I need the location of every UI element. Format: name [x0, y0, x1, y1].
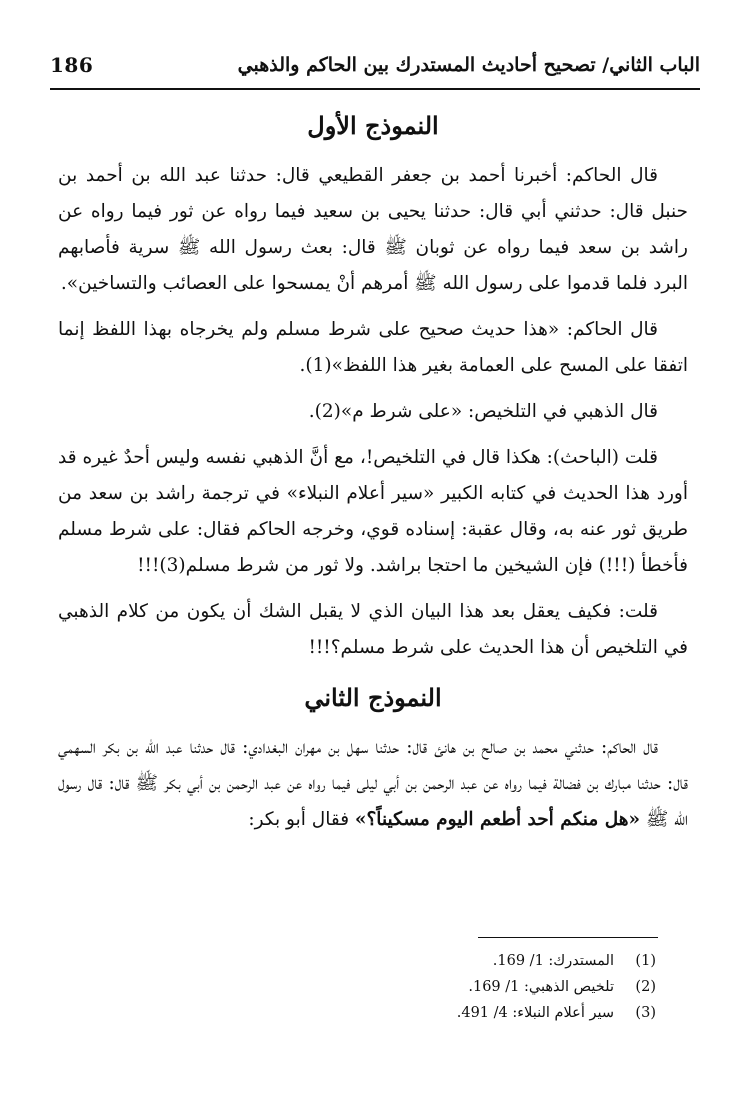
page-number: 186	[50, 53, 94, 77]
section-heading-second-model: النموذج الثاني	[304, 683, 442, 712]
footnote-item	[60, 974, 656, 1000]
header-divider	[50, 88, 700, 90]
section-heading-first-model: النموذج الأول	[307, 111, 439, 140]
footnote-text: المستدرك: 1/ 169.	[492, 953, 614, 969]
page-body	[58, 108, 688, 848]
paragraph-conclusion: قلت: فكيف يعقل بعد هذا البيان الذي لا يقبل الشك أن يكون من كلام الذهبي في التلخيص أن هذا الحديث على شرط مسلم؟!!!	[58, 601, 688, 658]
paragraph-hakim-ruling: قال الحاكم: «هذا حديث صحيح على شرط مسلم ولم يخرجاه بهذا اللفظ إنما اتفقا على المسح على العمامة بغير هذا اللفظ»(1).	[58, 319, 688, 376]
second-isnad-tail: فقال أبو بكر:	[248, 809, 355, 830]
footnote-text: تلخيص الذهبي: 1/ 169.	[468, 979, 614, 995]
footnote-divider	[478, 937, 658, 938]
paragraph-researcher-comment: قلت (الباحث): هكذا قال في التلخيص!، مع أنَّ الذهبي نفسه وليس أحدٌ غيره قد أورد هذا الحديث في كتابه الكبير «سير أعلام النبلاء» في ترجمة راشد بن سعد من طريق ثور عنه به، وقال عقبة: إسناده قوي، وخرجه الحاكم فقال: على شرط مسلم فأخطأ (!!!) فإن الشيخين ما احتجا براشد. ولا ثور من شرط مسلم(3)!!!	[58, 447, 688, 576]
hadith-quote: «هل منكم أحد أطعم اليوم مسكيناً؟»	[354, 809, 641, 830]
paragraph-dhahabi-talkhis: قال الذهبي في التلخيص: «على شرط م»(2).	[308, 401, 658, 422]
footnote-number: (2)	[635, 979, 656, 995]
page-header	[50, 45, 700, 85]
footnote-item	[60, 1000, 656, 1026]
second-isnad-text: قال الحاكم: حدثني محمد بن صالح بن هانئ قال: حدثنا سهل بن مهران البغدادي: قال حدثنا عبد الله بن بكر السهمي قال: حدثنا مبارك بن فضالة فيما رواه عن عبد الرحمن بن أبي ليلى فيما رواه عن عبد الرحمن بن أبي بكر ﷺ قال: قال رسول الله ﷺ	[58, 737, 688, 830]
paragraph-second-hakim-isnad	[58, 730, 688, 838]
footnotes	[60, 948, 656, 1026]
footnote-item	[60, 948, 656, 974]
footnote-text: سير أعلام النبلاء: 4/ 491.	[456, 1005, 614, 1021]
footnote-number: (1)	[635, 953, 656, 969]
paragraph-hakim-isnad: قال الحاكم: أخبرنا أحمد بن جعفر القطيعي قال: حدثنا عبد الله بن أحمد بن حنبل قال: حدثني أبي قال: حدثنا يحيى بن سعيد فيما رواه عن ثور فيما رواه عن راشد بن سعد فيما رواه عن ثوبان ﷺ قال: بعث رسول الله ﷺ سرية فأصابهم البرد فلما قدموا على رسول الله ﷺ أمرهم أنْ يمسحوا على العصائب والتساخين».	[58, 165, 688, 294]
running-header-title: الباب الثاني/ تصحيح أحاديث المستدرك بين الحاكم والذهبي	[237, 54, 700, 76]
footnote-number: (3)	[635, 1005, 656, 1021]
